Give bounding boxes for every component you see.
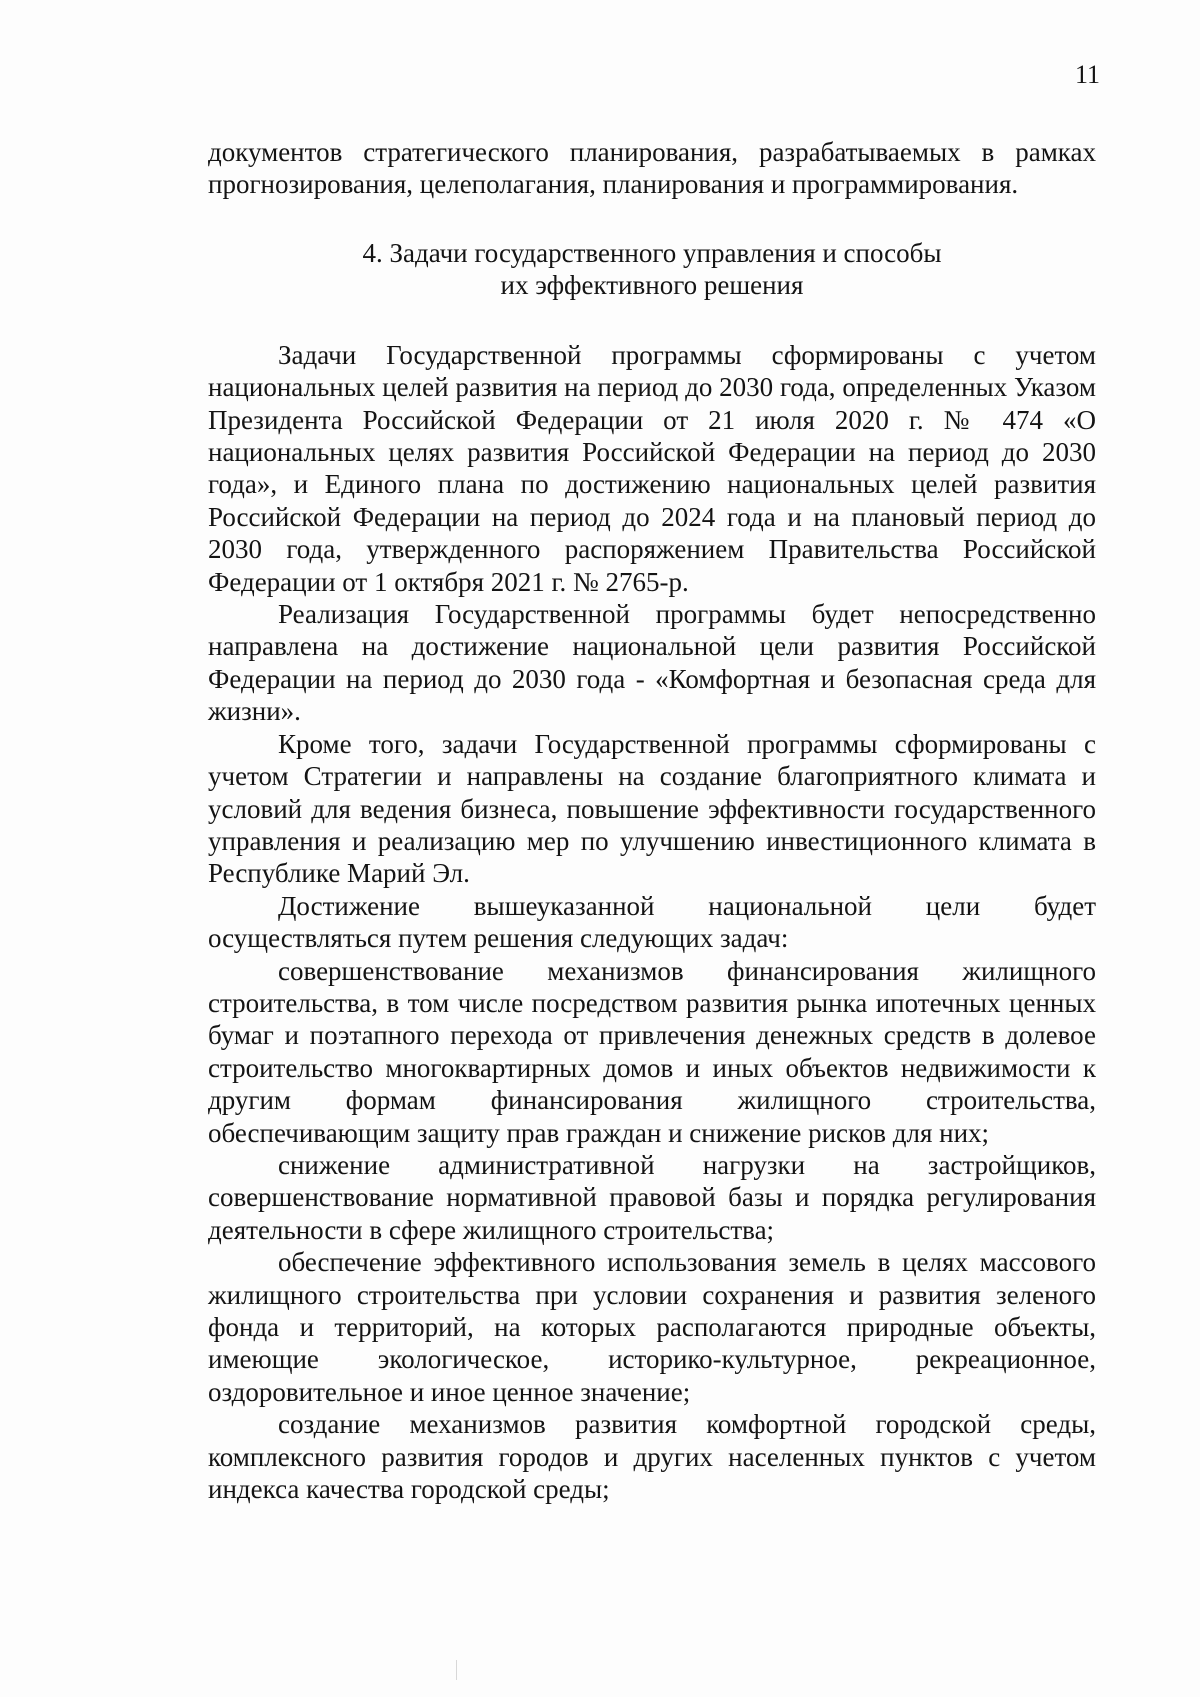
section-heading-line-2: их эффективного решения bbox=[500, 269, 804, 300]
body-paragraph-strategy: Кроме того, задачи Государственной программы сформированы с учетом Стратегии и направлены на создание благоприятного климата и условий для ведения бизнеса, повышение эффективности государственного управления и реализацию мер по улучшению инвестиционного климата в Республике Марий Эл. bbox=[208, 728, 1096, 889]
intro-continuation-paragraph: документов стратегического планирования, разрабатываемых в рамках прогнозирования, целеполагания, планирования и программирования. bbox=[208, 137, 1096, 200]
body-paragraph-national-goals: Задачи Государственной программы сформированы с учетом национальных целей развития на период до 2030 года, определенных Указом Президента Российской Федерации от 21 июля 2020 г. № 474 «О национальных целях развития Российской Федерации на период до 2030 года», и Единого плана по достижению национальных целей развития Российской Федерации на период до 2024 года и на плановый период до 2030 года, утвержденного распоряжением Правительства Российской Федерации от 1 октября 2021 г. № 2765-р. bbox=[208, 339, 1096, 597]
task-item-urban-environment: создание механизмов развития комфортной городской среды, комплексного развития городов и других населенных пунктов с учетом индекса качества городской среды; bbox=[208, 1409, 1096, 1505]
scan-artifact-line bbox=[456, 1660, 457, 1680]
task-item-financing: совершенствование механизмов финансирования жилищного строительства, в том числе посредством развития рынка ипотечных ценных бумаг и поэтапного перехода от привлечения денежных средств в долевое строительство многоквартирных домов и иных объектов недвижимости к другим формам финансирования жилищного строительства, обеспечивающим защиту прав граждан и снижение рисков для них; bbox=[208, 955, 1096, 1148]
page-number: 11 bbox=[1074, 60, 1100, 89]
body-paragraph-tasks-intro: Достижение вышеуказанной национальной цели будет осуществляться путем решения следующих задач: bbox=[208, 890, 1096, 954]
body-paragraph-implementation: Реализация Государственной программы будет непосредственно направлена на достижение национальной цели развития Российской Федерации на период до 2030 года - «Комфортная и безопасная среда для жизни». bbox=[208, 599, 1096, 727]
section-heading-line-1: 4. Задачи государственного управления и способы bbox=[362, 237, 942, 268]
section-heading bbox=[208, 237, 1096, 301]
task-item-admin-burden: снижение административной нагрузки на застройщиков, совершенствование нормативной правовой базы и порядка регулирования деятельности в сфере жилищного строительства; bbox=[208, 1149, 1096, 1245]
task-item-land-use: обеспечение эффективного использования земель в целях массового жилищного строительства при условии сохранения и развития зеленого фонда и территорий, на которых располагаются природные объекты, имеющие экологическое, историко-культурное, рекреационное, оздоровительное и иное ценное значение; bbox=[208, 1247, 1096, 1407]
page-body bbox=[208, 136, 1096, 1505]
